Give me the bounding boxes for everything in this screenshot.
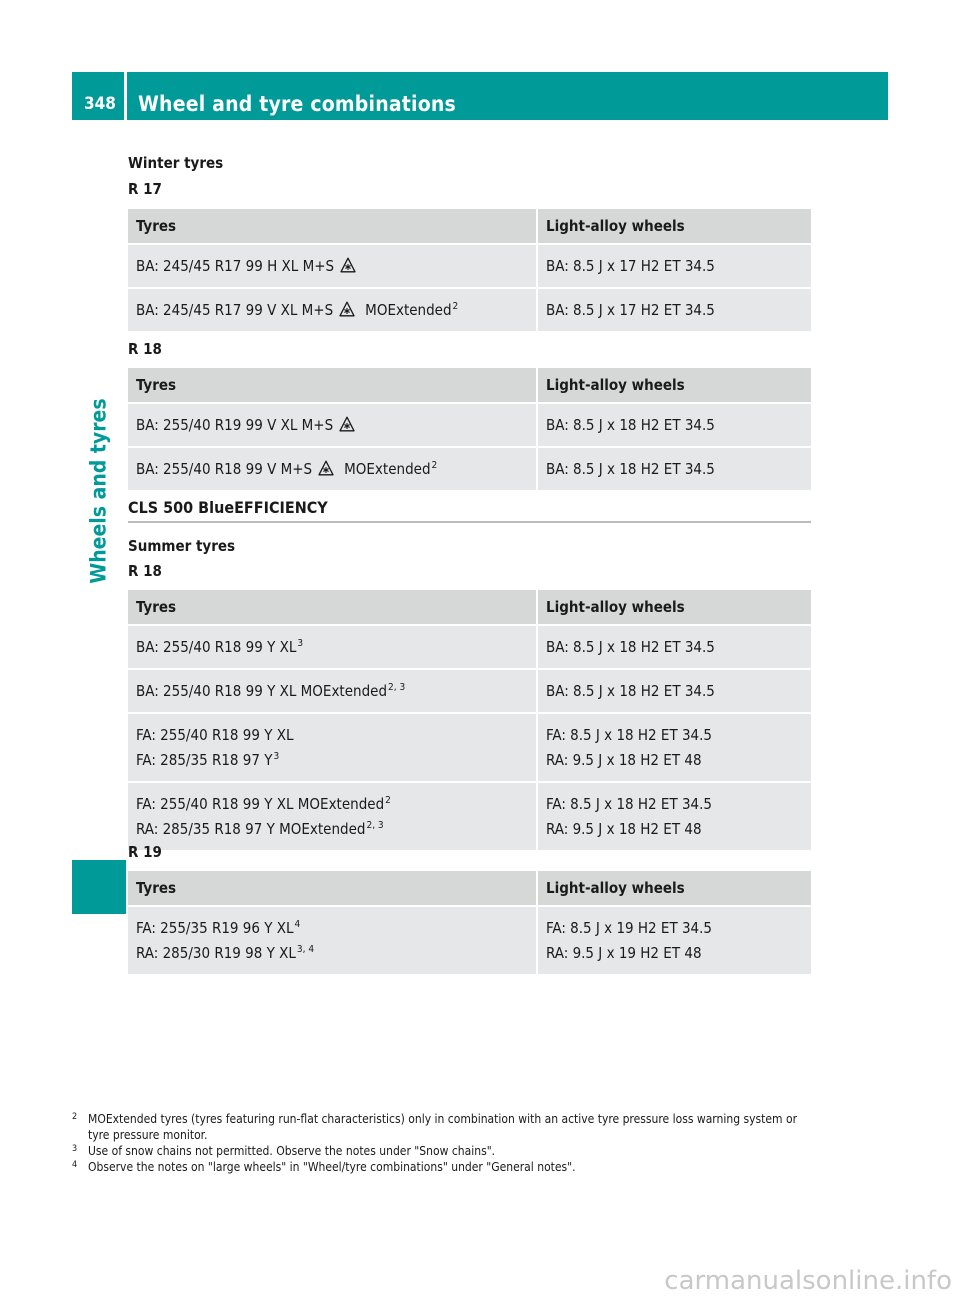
- rear-wheel-spec: RA: 9.5 J x 19 H2 ET 48: [546, 944, 702, 962]
- footnote: 3 Use of snow chains not permitted. Observe the notes under "Snow chains".: [72, 1144, 496, 1158]
- footnote: 2 MOExtended tyres (tyres featuring run-flat characteristics) only in combination with an active tyre pressure loss warning system or tyre pressure monitor.: [72, 1112, 798, 1142]
- col-header-tyres: Tyres: [128, 871, 537, 906]
- rim-size-label: R 18: [128, 562, 162, 580]
- tyre-spec: BA: 255/40 R18 99 V M+S: [136, 460, 313, 478]
- tyre-suffix: MOExtended: [365, 301, 452, 319]
- rim-size-label: R 19: [128, 843, 162, 861]
- table-header-row: [128, 590, 811, 625]
- rear-tyre-spec: RA: 285/35 R18 97 Y MOExtended: [136, 820, 366, 838]
- table-header-row: [128, 368, 811, 403]
- front-wheel-spec: FA: 8.5 J x 19 H2 ET 34.5: [546, 919, 713, 937]
- tyre-spec: BA: 245/45 R17 99 V XL M+S: [136, 301, 334, 319]
- tyre-spec: BA: 245/45 R17 99 H XL M+S: [136, 257, 335, 275]
- col-header-wheels: Light-alloy wheels: [537, 871, 811, 906]
- footnote-ref: 3, 4: [296, 944, 315, 955]
- table-row: [128, 403, 811, 447]
- winter-tyres-heading: Winter tyres: [128, 154, 224, 172]
- front-tyre-spec: FA: 255/40 R18 99 Y XL MOExtended: [136, 795, 385, 813]
- winter-r17-table: [128, 209, 811, 333]
- chapter-sidebar: [72, 128, 126, 1138]
- page-title: Wheel and tyre combinations: [138, 92, 456, 116]
- col-header-tyres: Tyres: [128, 368, 537, 403]
- footnote-ref: 2: [452, 301, 459, 312]
- chapter-label: Wheels and tyres: [87, 397, 112, 584]
- winter-r18-table: [128, 368, 811, 492]
- front-wheel-spec: FA: 8.5 J x 18 H2 ET 34.5: [546, 726, 713, 744]
- table-row: [128, 906, 811, 975]
- table-row: [128, 447, 811, 491]
- snowflake-triangle-icon: [339, 416, 355, 432]
- rear-tyre-spec: RA: 285/30 R19 98 Y XL: [136, 944, 296, 962]
- footnote-ref: 2: [385, 795, 391, 806]
- summer-tyres-heading: Summer tyres: [128, 537, 236, 555]
- front-wheel-spec: FA: 8.5 J x 18 H2 ET 34.5: [546, 795, 713, 813]
- table-header-row: [128, 871, 811, 906]
- page-header: [72, 72, 888, 120]
- wheel-spec: BA: 8.5 J x 18 H2 ET 34.5: [537, 625, 811, 669]
- col-header-tyres: Tyres: [128, 209, 537, 244]
- snowflake-triangle-icon: [318, 460, 334, 476]
- front-tyre-spec: FA: 255/35 R19 96 Y XL: [136, 919, 294, 937]
- header-divider: [124, 72, 127, 120]
- footnote-ref: 2, 3: [388, 682, 406, 693]
- rim-size-label: R 18: [128, 340, 162, 358]
- rear-wheel-spec: RA: 9.5 J x 18 H2 ET 48: [546, 751, 702, 769]
- snowflake-triangle-icon: [339, 301, 355, 317]
- tyre-suffix: MOExtended: [344, 460, 431, 478]
- page-number: 348: [84, 94, 116, 114]
- footnotes: [72, 1111, 812, 1175]
- table-row: [128, 782, 811, 851]
- footnote-ref: 2: [431, 460, 438, 471]
- tyre-spec: BA: 255/40 R18 99 Y XL: [136, 638, 297, 656]
- front-tyre-spec: FA: 255/40 R18 99 Y XL: [136, 726, 294, 744]
- summer-r19-table: [128, 871, 811, 976]
- footnote: 4 Observe the notes on "large wheels" in "Wheel/tyre combinations" under "General notes".: [72, 1160, 576, 1174]
- rear-tyre-spec: FA: 285/35 R18 97 Y: [136, 751, 273, 769]
- table-row: [128, 669, 811, 713]
- wheel-spec: BA: 8.5 J x 17 H2 ET 34.5: [537, 288, 811, 332]
- snowflake-triangle-icon: [340, 257, 356, 273]
- footnote-ref: 4: [294, 919, 301, 930]
- model-section-title: CLS 500 BlueEFFICIENCY: [128, 498, 811, 523]
- footnote-ref: 3: [297, 638, 304, 649]
- table-row: [128, 244, 811, 288]
- wheel-spec: BA: 8.5 J x 18 H2 ET 34.5: [537, 669, 811, 713]
- wheel-spec: BA: 8.5 J x 18 H2 ET 34.5: [537, 447, 811, 491]
- footnote-ref: 2, 3: [366, 820, 384, 831]
- wheel-spec: BA: 8.5 J x 17 H2 ET 34.5: [537, 244, 811, 288]
- table-row: [128, 713, 811, 782]
- rear-wheel-spec: RA: 9.5 J x 18 H2 ET 48: [546, 820, 702, 838]
- watermark: carmanualsonline.info: [664, 1266, 952, 1296]
- table-row: [128, 625, 811, 669]
- table-header-row: [128, 209, 811, 244]
- col-header-tyres: Tyres: [128, 590, 537, 625]
- summer-r18-table: [128, 590, 811, 852]
- tyre-spec: BA: 255/40 R19 99 V XL M+S: [136, 416, 334, 434]
- col-header-wheels: Light-alloy wheels: [537, 368, 811, 403]
- table-row: [128, 288, 811, 332]
- col-header-wheels: Light-alloy wheels: [537, 209, 811, 244]
- chapter-marker: [72, 860, 126, 914]
- footnote-ref: 3: [273, 751, 280, 762]
- tyre-spec: BA: 255/40 R18 99 Y XL MOExtended: [136, 682, 388, 700]
- rim-size-label: R 17: [128, 180, 162, 198]
- wheel-spec: BA: 8.5 J x 18 H2 ET 34.5: [537, 403, 811, 447]
- col-header-wheels: Light-alloy wheels: [537, 590, 811, 625]
